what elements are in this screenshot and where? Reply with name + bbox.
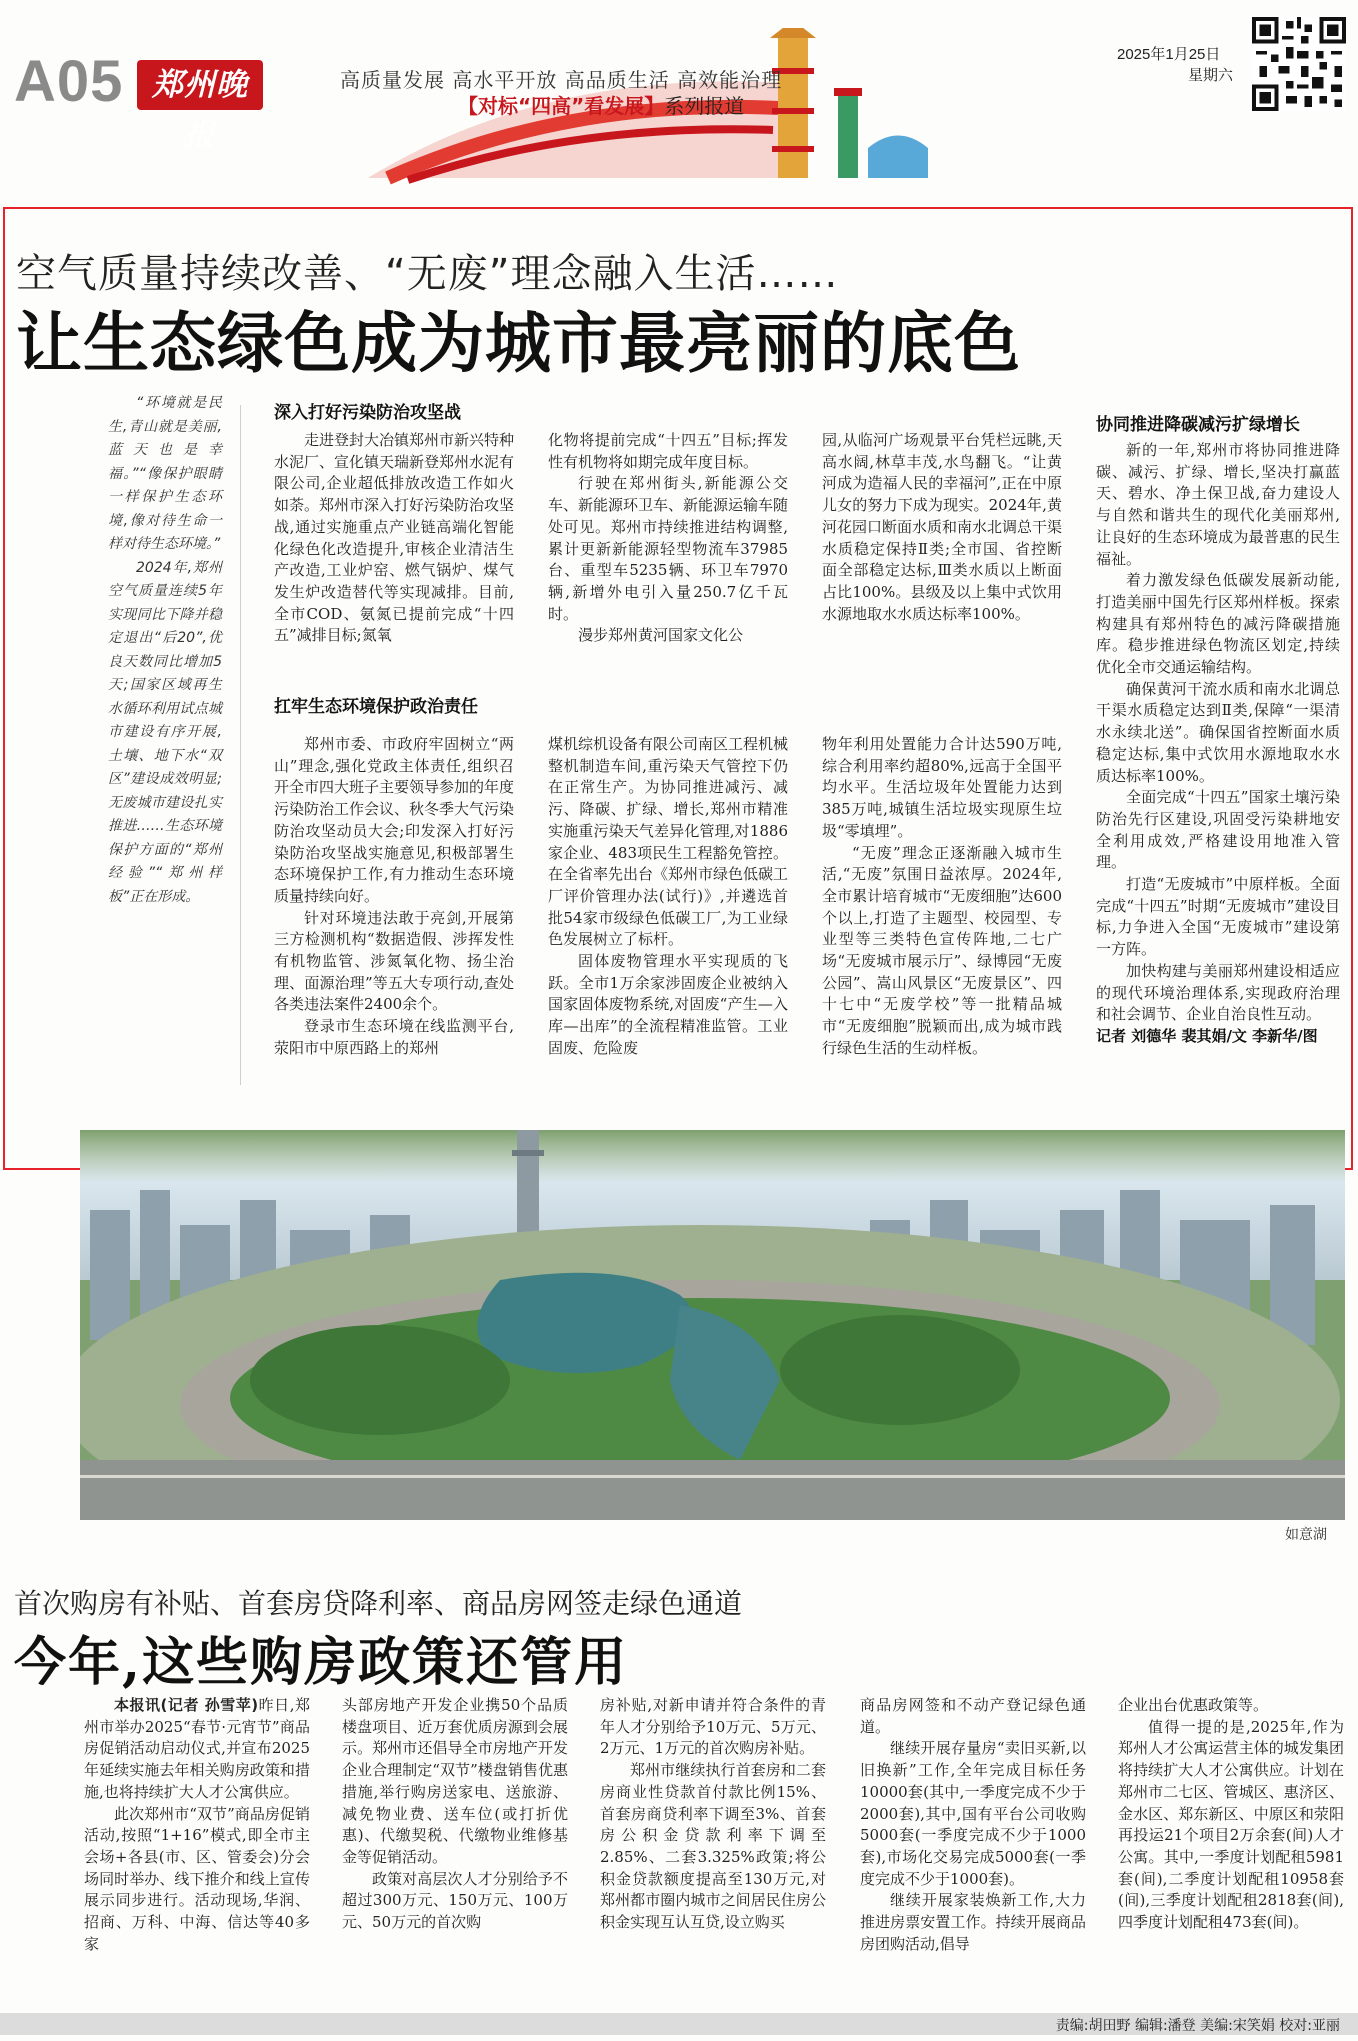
article2-column [860, 1695, 1086, 1955]
body-paragraph: 走进登封大冶镇郑州市新兴特种水泥厂、宣化镇天瑞新登郑州水泥有限公司,企业超低排放改造工作如火如荼。郑州市深入打好污染防治攻坚战,通过实施重点产业链高端化智能化绿色化改造提升,审核企业清洁生产改造,工业炉窑、燃气锅炉、煤气发生炉改造替代等实现减排。目前,全市COD、氨氮已提前完成“十四五”减排目标;氮氧 [274, 431, 515, 645]
editor-credits: 责编:胡田野 编辑:潘登 美编:宋笑娟 校对:亚丽 [1055, 2018, 1340, 2034]
body-paragraph: “无废”理念正逐渐融入城市生活,“无废”氛围日益浓厚。2024年,全市累计培育城市“无废细胞”达600个以上,打造了主题型、校园型、专业型等三类特色宣传阵地,二七广场“无废城市展示厅”、绿博园“无废公园”、嵩山风景区“无废景区”、四十七中“无废学校”等一批精品城市“无废细胞”脱颖而出,成为城市践行绿色生活的生动样板。 [822, 843, 1062, 1057]
article-column [822, 734, 1062, 1060]
byline-text: 昨日,郑州市举办2025“春节·元宵节”商品房促销活动启动仪式,并宣布2025年延续实施去年相关购房政策和措施,也将持续扩大人才公寓供应。 [84, 1696, 310, 1801]
section-title: 深入打好污染防治攻坚战 [274, 403, 461, 423]
body-paragraph: 煤机综机设备有限公司南区工程机械整机制造车间,重污染天气管控下仍在正常生产。为协同推进减污、减污、降碳、扩绿、增长,郑州市精准实施重污染天气差异化管理,对1886家企业、483项民生工程豁免管控。在全省率先出台《郑州市绿色低碳工厂评价管理办法(试行)》,并遴选首批54家市级绿色低碳工厂,为工业绿色发展树立了标杆。 [548, 735, 789, 949]
series-label [458, 90, 744, 119]
body-paragraph: 固体废物管理水平实现质的飞跃。全市1万余家涉固废企业被纳入国家固体废物系统,对固废“产生—入库—出库”的全流程精准监管。工业固废、危险废 [548, 952, 788, 1057]
body-paragraph: 此次郑州市“双节”商品房促销活动,按照“1+16”模式,即全市主会场+各县(市、区、管委会)分会场同时举办、线下推介和线上宣传展示同步进行。活动现场,华润、招商、万科、中海、信达等40多家 [84, 1804, 310, 1953]
article2-column [600, 1695, 826, 1934]
body-paragraph: 商品房网签和不动产登记绿色通道。 [860, 1696, 1086, 1736]
body-paragraph: 全面完成“十四五”国家土壤污染防治先行区建设,巩固受污染耕地安全利用成效,严格建设用地准入管理。 [1096, 788, 1340, 872]
issue-date: 2025年1月25日 [1117, 46, 1221, 63]
city-photo [80, 1130, 1345, 1520]
body-paragraph: 房补贴,对新申请并符合条件的青年人才分别给予10万元、5万元、2万元、1万元的首次购房补贴。 [600, 1696, 826, 1758]
qr-code-icon[interactable] [1252, 17, 1346, 111]
body-paragraph: 郑州市委、市政府牢固树立“两山”理念,强化党政主体责任,组织召开全市四大班子主要领导参加的年度污染防治工作会议、秋冬季大气污染防治攻坚动员大会;印发深入打好污染防治攻坚战实施意见,积极部署生态环境保护工作,有力推动生态环境质量持续向好。 [274, 735, 515, 905]
body-paragraph: 加快构建与美丽郑州建设相适应的现代环境治理体系,实现政府治理和社会调节、企业自治良性互动。 [1096, 961, 1340, 1024]
slogan-text: 高质量发展 高水平开放 高品质生活 高效能治理 [340, 68, 783, 92]
body-paragraph: 登录市生态环境在线监测平台,荥阳市中原西路上的郑州 [274, 1017, 514, 1057]
body-paragraph: 企业出台优惠政策等。 [1118, 1696, 1269, 1714]
article2-column [84, 1695, 310, 1955]
article2-headline: 今年,这些购房政策还管用 [14, 1632, 629, 1693]
body-paragraph: 物年利用处置能力合计达590万吨,综合利用率约超80%,远高于全国平均水平。生活垃圾年处置能力达到385万吨,城镇生活垃圾实现原生垃圾“零填埋”。 [822, 735, 1062, 840]
lead-paragraph: 2024年,郑州空气质量连续5年实现同比下降并稳定退出“后20”,优良天数同比增加5天;国家区域再生水循环利用试点城市建设有序开展,土壤、地下水“双区”建设成效明显;无废城市建设扎实推进……生态环境保护方面的“郑州经验”“郑州样板”正在形成。 [108, 559, 222, 905]
article-credit: 记者 刘德华 裴其娟/文 李新华/图 [1096, 1026, 1318, 1045]
article-column [1096, 440, 1340, 1048]
article-column [548, 734, 788, 1060]
ruyi-lake-aerial-photo [80, 1130, 1345, 1520]
issue-weekday: 星期六 [1188, 67, 1234, 84]
body-paragraph: 郑州市继续执行首套房和二套房商业性贷款首付款比例15%、首套房商贷利率下调至3%、首套房公积金贷款利率下调至2.85%、二套3.325%政策;将公积金贷款额度提高至130万元,对郑州都市圈内城市之间居民住房公积金实现互认互贷,设立购买 [600, 1761, 826, 1932]
body-paragraph: 值得一提的是,2025年,作为郑州人才公寓运营主体的城发集团将持续扩大人才公寓供应。计划在郑州市二七区、管城区、惠济区、金水区、郑东新区、中原区和荥阳再投运21个项目2万余套(间)人才公寓。其中,一季度计划配租5981套(间),二季度计划配租10958套(间),三季度计划配租2818套(间),四季度计划配租473套(间)。 [1118, 1717, 1344, 1932]
body-paragraph [84, 1695, 310, 1804]
body-paragraph: 新的一年,郑州市将协同推进降碳、减污、扩绿、增长,坚决打赢蓝天、碧水、净土保卫战,奋力建设人与自然和谐共生的现代化美丽郑州,让良好的生态环境成为最普惠的民生福祉。 [1096, 441, 1340, 568]
lead-paragraph: “环境就是民生,青山就是美丽,蓝天也是幸福。”“像保护眼睛一样保护生态环境,像对待生命一样对待生态环境。” [108, 395, 222, 552]
body-paragraph: 漫步郑州黄河国家文化公 [578, 626, 744, 645]
body-paragraph: 着力激发绿色低碳发展新动能,打造美丽中国先行区郑州样板。探索构建具有郑州特色的减污降碳措施库。稳步推进绿色物流区划定,持续优化全市交通运输结构。 [1096, 571, 1340, 677]
body-paragraph: 园,从临河广场观景平台凭栏远眺,天高水阔,林草丰茂,水鸟翻飞。“让黄河成为造福人民的幸福河”,正在中原儿女的努力下成为现实。2024年,黄河花园口断面水质和南水北调总干渠水质稳定保持Ⅱ类;全市国、省控断面全部稳定达标,Ⅲ类水质以上断面占比100%。县级及以上集中式饮用水源地取水水质达标率100%。 [822, 431, 1063, 623]
section-title: 协同推进降碳减污扩绿增长 [1096, 415, 1300, 435]
masthead-logo: 郑州晚报 [137, 60, 263, 110]
article-headline: 让生态绿色成为城市最亮丽的底色 [16, 304, 1021, 382]
article-kicker: 空气质量持续改善、“无废”理念融入生活…… [16, 251, 839, 297]
article-column [274, 734, 514, 1060]
body-paragraph: 化物将提前完成“十四五”目标;挥发性有机物将如期完成年度目标。 [548, 431, 788, 471]
column-divider [240, 405, 241, 1085]
article-column [274, 430, 514, 647]
article2-column [1118, 1695, 1344, 1934]
page-number: A05 [14, 49, 124, 114]
body-paragraph: 针对环境违法敢于亮剑,开展第三方检测机构“数据造假、涉挥发性有机物监管、涉氮氧化物、扬尘治理、面源治理”等五大专项行动,查处各类违法案件2400余个。 [274, 908, 514, 1014]
body-paragraph: 继续开展存量房“卖旧买新,以旧换新”工作,全年完成目标任务10000套(其中,一季度完成不少于2000套),其中,国有平台公司收购5000套(一季度完成不少于1000套),市场化交易完成5000套(一季度完成不少于1000套)。 [860, 1739, 1086, 1888]
article2-column [342, 1695, 568, 1934]
article-lead [108, 392, 222, 909]
body-paragraph: 确保黄河干流水质和南水北调总干渠水质稳定达到Ⅱ类,保障“一渠清水永续北送”。确保国省控断面水质稳定达标,集中式饮用水源地取水水质达标率100%。 [1096, 679, 1340, 785]
article2-byline: 本报讯(记者 孙雪苹) [114, 1696, 259, 1714]
series-suffix: 系列报道 [664, 94, 745, 118]
body-paragraph: 头部房地产开发企业携50个品质楼盘项目、近万套优质房源到会展示。郑州市还倡导全市房地产开发企业合理制定“双节”楼盘销售优惠措施,举行购房送家电、送旅游、减免物业费、送车位(或打折优惠)、代缴契税、代缴物业维修基金等促销活动。 [342, 1696, 568, 1866]
article2-kicker: 首次购房有补贴、首套房贷降利率、商品房网签走绿色通道 [14, 1587, 743, 1620]
body-paragraph: 行驶在郑州街头,新能源公交车、新能源环卫车、新能源运输车随处可见。郑州市持续推进结构调整,累计更新新能源轻型物流车37985台、重型车5235辆、环卫车7970辆,新增外电引入量250.7亿千瓦时。 [548, 474, 789, 623]
section-title: 扛牢生态环境保护政治责任 [274, 697, 478, 717]
body-paragraph: 打造“无废城市”中原样板。全面完成“十四五”时期“无废城市”建设目标,力争进入全国“无废城市”建设第一方阵。 [1096, 875, 1340, 959]
photo-caption: 如意湖 [1285, 1527, 1327, 1543]
article-column [548, 430, 788, 647]
body-paragraph: 政策对高层次人才分别给予不超过300万元、150万元、100万元、50万元的首次购 [342, 1869, 568, 1932]
article-column [822, 430, 1062, 625]
series-tag: 【对标“四高”看发展】 [458, 94, 665, 118]
body-paragraph: 继续开展家装焕新工作,大力推进房票安置工作。持续开展商品房团购活动,倡导 [860, 1891, 1086, 1953]
